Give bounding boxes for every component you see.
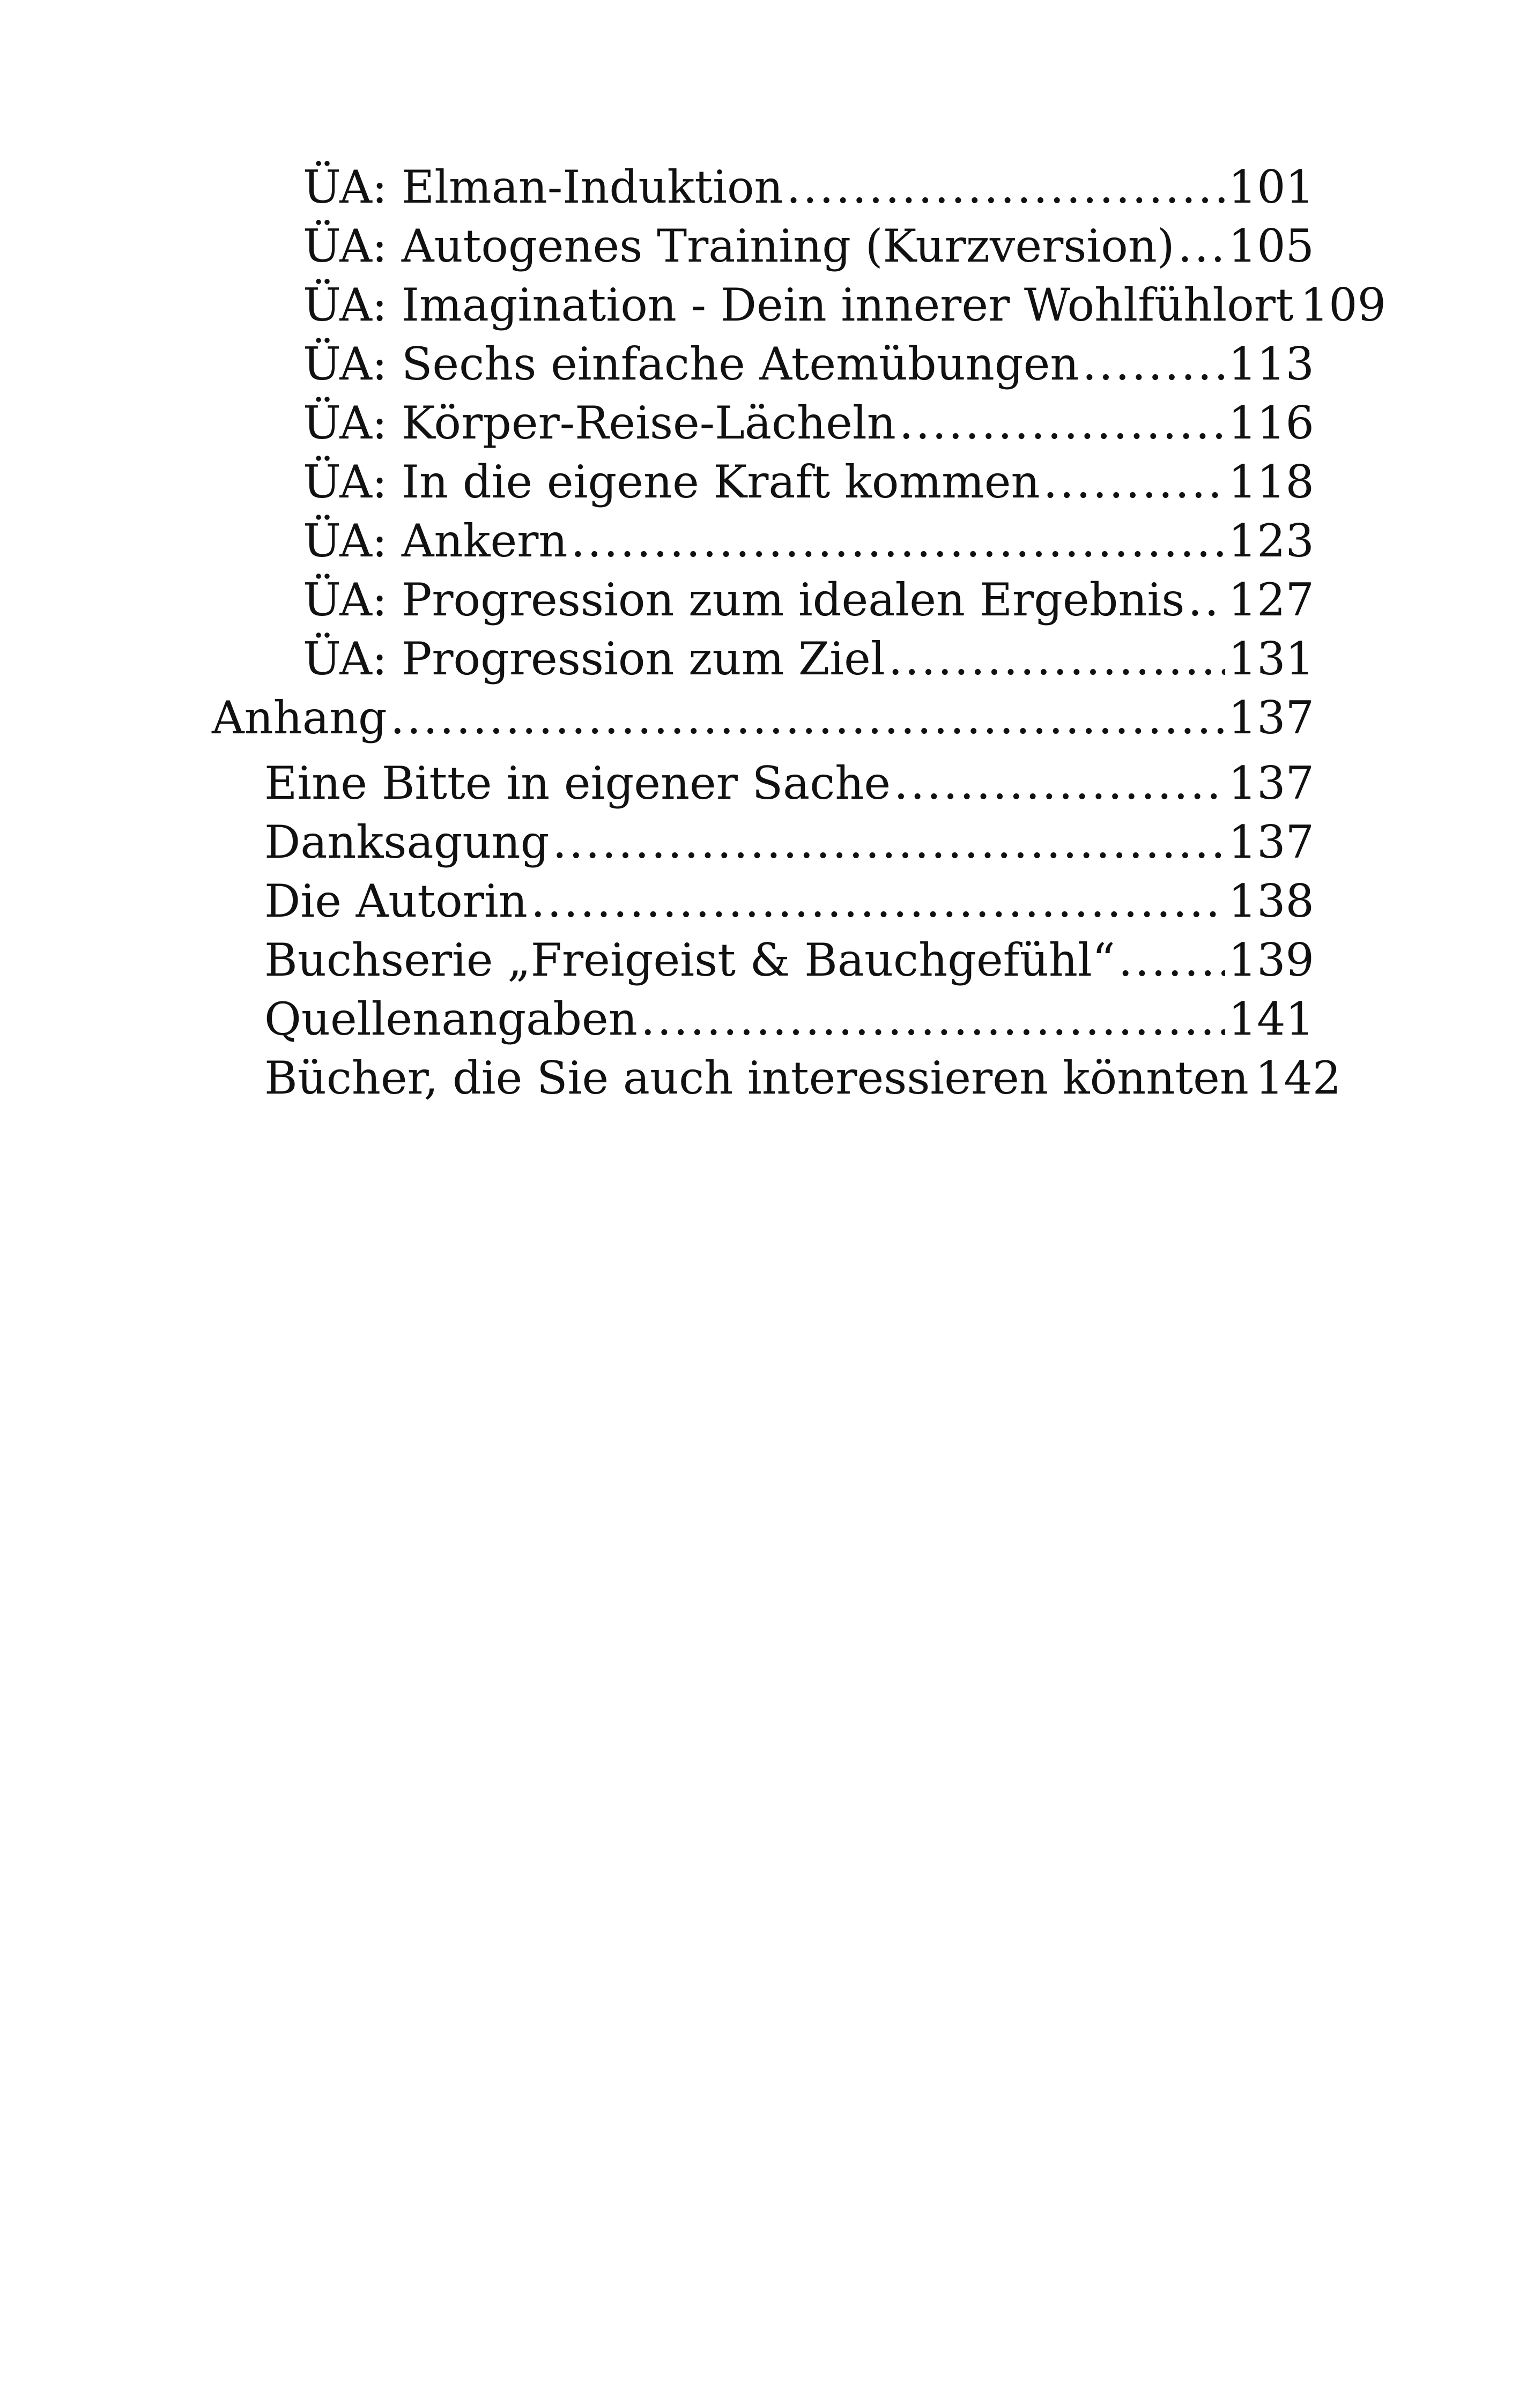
toc-entry-title: ÜA: Körper-Reise-Lächeln — [303, 397, 896, 449]
toc-entry[interactable] — [303, 335, 1314, 393]
toc-entry-page: 109 — [1300, 279, 1387, 331]
toc-dot-leader — [531, 872, 1225, 930]
toc-entry[interactable] — [264, 872, 1314, 930]
toc-entry-title: Buchserie „Freigeist & Bauchgefühl“ — [264, 934, 1115, 986]
toc-entry-title: ÜA: Sechs einfache Atemübungen — [303, 338, 1079, 390]
toc-entry-page: 137 — [1228, 757, 1314, 809]
toc-entry-page: 139 — [1228, 934, 1314, 986]
toc-entry[interactable] — [303, 394, 1314, 452]
toc-dot-leader — [1188, 571, 1225, 629]
toc-entry[interactable] — [264, 754, 1314, 812]
toc-entry-page: 141 — [1228, 993, 1314, 1045]
toc-entry[interactable] — [303, 571, 1314, 629]
toc-entry-title: ÜA: Progression zum idealen Ergebnis — [303, 574, 1185, 626]
toc-entry-title: ÜA: Progression zum Ziel — [303, 633, 885, 685]
toc-entry-page: 131 — [1228, 633, 1314, 685]
toc-dot-leader — [390, 689, 1225, 747]
toc-entry-title: ÜA: Elman-Induktion — [303, 161, 783, 213]
toc-dot-leader — [888, 630, 1225, 688]
toc-entry-title: Anhang — [212, 692, 387, 744]
toc-entry-page: 142 — [1255, 1052, 1342, 1104]
toc-entry-title: ÜA: In die eigene Kraft kommen — [303, 456, 1040, 508]
toc-entry-title: Bücher, die Sie auch interessieren könnten — [264, 1052, 1249, 1104]
toc-dot-leader — [899, 394, 1225, 452]
toc-entry[interactable] — [212, 689, 1314, 747]
toc-entry-page: 123 — [1228, 515, 1314, 567]
toc-entry[interactable] — [303, 217, 1314, 275]
toc-entry-title: ÜA: Ankern — [303, 515, 568, 567]
toc-dot-leader — [641, 990, 1225, 1048]
toc-entry-title: ÜA: Autogenes Training (Kurzversion) — [303, 220, 1175, 272]
toc-entry-title: Die Autorin — [264, 875, 528, 927]
toc-entry-page: 118 — [1228, 456, 1314, 508]
toc-entry[interactable] — [303, 158, 1314, 216]
toc-entry-page: 137 — [1228, 816, 1314, 868]
toc-entry-title: ÜA: Imagination - Dein innerer Wohlfühlort — [303, 279, 1294, 331]
toc-entry[interactable] — [303, 453, 1314, 511]
toc-entry-page: 138 — [1228, 875, 1314, 927]
toc-entry-page: 113 — [1228, 338, 1314, 390]
toc-dot-leader — [1043, 453, 1225, 511]
toc-entry[interactable] — [264, 931, 1314, 989]
toc-entry-page: 116 — [1228, 397, 1314, 449]
toc-dot-leader — [894, 754, 1225, 812]
toc-dot-leader — [571, 512, 1225, 570]
toc-dot-leader — [787, 158, 1225, 216]
toc-entry-page: 137 — [1228, 692, 1314, 744]
toc-entry-page: 127 — [1228, 574, 1314, 626]
toc-dot-leader — [1082, 335, 1225, 393]
toc-dot-leader — [552, 813, 1225, 871]
toc-entry-page: 101 — [1228, 161, 1314, 213]
toc-entry-title: Quellenangaben — [264, 993, 638, 1045]
toc-entry-title: Eine Bitte in eigener Sache — [264, 757, 891, 809]
toc-dot-leader — [1118, 931, 1225, 989]
toc-entry[interactable] — [264, 1049, 1342, 1107]
toc-entry-page: 105 — [1228, 220, 1314, 272]
toc-dot-leader — [1178, 217, 1225, 275]
toc-entry[interactable] — [264, 990, 1314, 1048]
toc-entry[interactable] — [303, 512, 1314, 570]
toc-entry-title: Danksagung — [264, 816, 550, 868]
toc-entry[interactable] — [303, 630, 1314, 688]
toc-entry[interactable] — [264, 813, 1314, 871]
toc-entry[interactable] — [303, 276, 1387, 334]
